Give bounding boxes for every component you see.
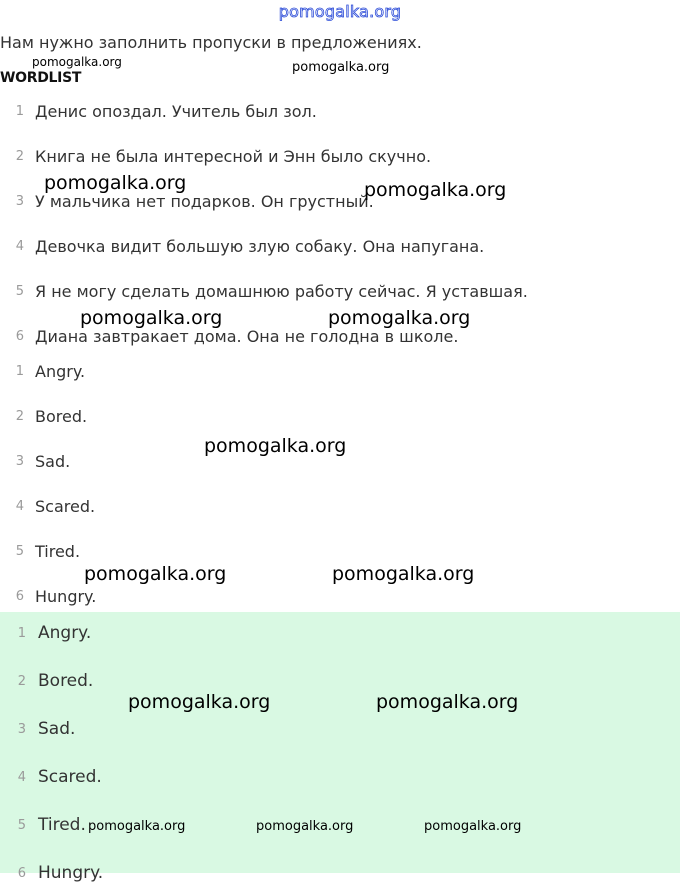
item-number: 6 [15, 588, 24, 604]
item-number: 5 [15, 543, 24, 559]
word-text: Bored. [35, 406, 88, 426]
watermark: pomogalka.org [84, 563, 227, 585]
watermark: pomogalka.org [424, 819, 522, 834]
item-number: 2 [17, 673, 26, 689]
answer-item [0, 716, 75, 742]
sentence-item [0, 144, 431, 168]
answer-text: Scared. [38, 767, 102, 787]
word-text: Tired. [35, 541, 81, 561]
answer-text: Hungry. [38, 863, 104, 883]
item-number: 2 [15, 148, 24, 164]
answer-item [0, 812, 86, 838]
item-number: 1 [15, 103, 24, 119]
watermark: pomogalka.org [128, 691, 271, 713]
section-title: WORDLIST [0, 70, 82, 86]
item-number: 2 [15, 408, 24, 424]
item-number: 6 [15, 328, 24, 344]
word-item [0, 539, 80, 563]
watermark: pomogalka.org [88, 819, 186, 834]
watermark: pomogalka.org [44, 172, 187, 194]
sentence-text: Диана завтракает дома. Она не голодна в школе. [35, 326, 459, 346]
sentence-text: Девочка видит большую злую собаку. Она напугана. [35, 236, 485, 256]
word-text: Scared. [35, 496, 96, 516]
watermark: pomogalka.org [364, 179, 507, 201]
sentence-text: У мальчика нет подарков. Он грустный. [35, 191, 374, 211]
item-number: 4 [15, 498, 24, 514]
watermark: pomogalka.org [256, 819, 354, 834]
item-number: 3 [17, 721, 26, 737]
item-number: 4 [17, 769, 26, 785]
answer-item [0, 620, 91, 646]
word-item [0, 494, 95, 518]
answer-text: Bored. [38, 671, 94, 691]
item-number: 5 [17, 817, 26, 833]
item-number: 6 [17, 865, 26, 881]
watermark: pomogalka.org [80, 307, 223, 329]
sentence-text: Книга не была интересной и Энн было скучно. [35, 146, 432, 166]
word-item [0, 359, 85, 383]
sentence-text: Я не могу сделать домашнюю работу сейчас. Я уставшая. [35, 281, 528, 301]
watermark: pomogalka.org [328, 307, 471, 329]
item-number: 4 [15, 238, 24, 254]
watermark: pomogalka.org [292, 60, 390, 75]
sentence-item [0, 279, 528, 303]
task-text: Нам нужно заполнить пропуски в предложениях. [0, 33, 422, 52]
word-text: Sad. [35, 451, 71, 471]
item-number: 3 [15, 453, 24, 469]
answer-text: Angry. [38, 623, 92, 643]
site-link[interactable]: pomogalka.org [278, 2, 402, 21]
sentence-item [0, 234, 484, 258]
word-text: Hungry. [35, 586, 97, 606]
word-item [0, 584, 96, 608]
watermark: pomogalka.org [204, 435, 347, 457]
word-text: Angry. [35, 361, 86, 381]
answer-text: Tired. [38, 815, 86, 835]
watermark: pomogalka.org [376, 691, 519, 713]
answer-text: Sad. [38, 719, 76, 739]
item-number: 1 [17, 625, 26, 641]
sentence-item [0, 99, 317, 123]
word-item [0, 449, 70, 473]
watermark: pomogalka.org [332, 563, 475, 585]
answer-item [0, 668, 93, 694]
item-number: 5 [15, 283, 24, 299]
answer-item [0, 860, 103, 886]
sentence-text: Денис опоздал. Учитель был зол. [35, 101, 317, 121]
item-number: 3 [15, 193, 24, 209]
answer-item [0, 764, 102, 790]
item-number: 1 [15, 363, 24, 379]
word-item [0, 404, 87, 428]
watermark: pomogalka.org [32, 55, 122, 69]
